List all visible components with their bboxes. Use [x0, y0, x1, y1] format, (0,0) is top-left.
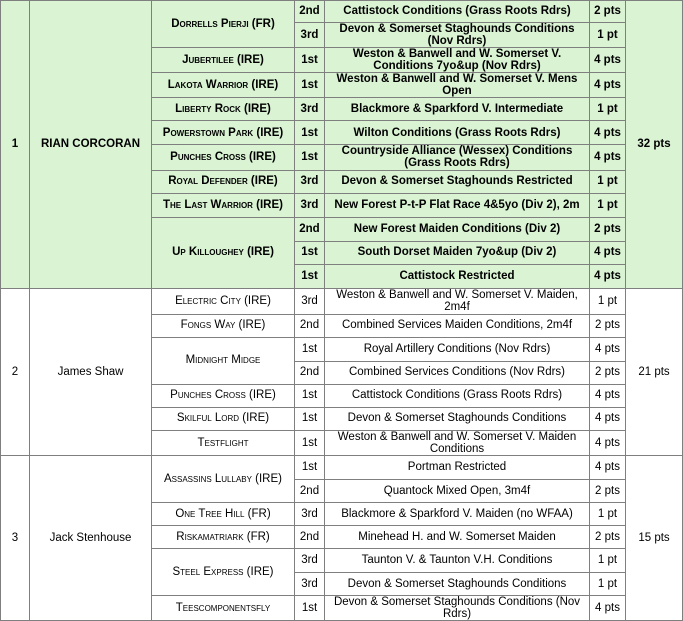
race-name: Devon & Somerset Staghounds Restricted: [325, 170, 590, 193]
horse-name: One Tree Hill (FR): [152, 502, 295, 525]
race-place: 3rd: [295, 548, 325, 572]
race-name: Devon & Somerset Staghounds Conditions (Nov Rdrs): [325, 23, 590, 48]
race-name: Blackmore & Sparkford V. Intermediate: [325, 98, 590, 121]
position-cell: 2: [1, 288, 30, 455]
race-name: Wilton Conditions (Grass Roots Rdrs): [325, 121, 590, 145]
race-points: 4 pts: [590, 48, 626, 73]
race-name: New Forest P-t-P Flat Race 4&5yo (Div 2), 2m: [325, 193, 590, 217]
race-points: 4 pts: [590, 145, 626, 170]
horse-name: Liberty Rock (IRE): [152, 98, 295, 121]
race-name: Quantock Mixed Open, 3m4f: [325, 479, 590, 502]
race-name: Taunton V. & Taunton V.H. Conditions: [325, 548, 590, 572]
horse-name: Teescomponentsfly: [152, 595, 295, 620]
race-place: 1st: [295, 241, 325, 264]
race-points: 2 pts: [590, 525, 626, 548]
total-points: 21 pts: [626, 288, 683, 455]
race-place: 2nd: [295, 217, 325, 241]
horse-name: Royal Defender (IRE): [152, 170, 295, 193]
horse-name: Electric City (IRE): [152, 288, 295, 314]
horse-name: Skilful Lord (IRE): [152, 407, 295, 430]
race-name: Countryside Alliance (Wessex) Conditions (Grass Roots Rdrs): [325, 145, 590, 170]
horse-name: Assassins Lullaby (IRE): [152, 455, 295, 502]
race-name: Weston & Banwell and W. Somerset V. Maiden Conditions: [325, 430, 590, 455]
race-place: 3rd: [295, 98, 325, 121]
race-place: 3rd: [295, 288, 325, 314]
race-name: Combined Services Conditions (Nov Rdrs): [325, 361, 590, 384]
race-place: 3rd: [295, 193, 325, 217]
race-place: 2nd: [295, 361, 325, 384]
race-points: 1 pt: [590, 572, 626, 595]
race-name: Cattistock Conditions (Grass Roots Rdrs): [325, 1, 590, 23]
horse-name: Punches Cross (IRE): [152, 384, 295, 407]
race-name: Weston & Banwell and W. Somerset V. Maiden, 2m4f: [325, 288, 590, 314]
race-place: 3rd: [295, 23, 325, 48]
horse-name: Punches Cross (IRE): [152, 145, 295, 170]
race-name: Weston & Banwell and W. Somerset V. Mens Open: [325, 73, 590, 98]
horse-name: Fongs Way (IRE): [152, 314, 295, 337]
race-points: 4 pts: [590, 407, 626, 430]
race-place: 2nd: [295, 1, 325, 23]
race-points: 2 pts: [590, 217, 626, 241]
race-place: 1st: [295, 48, 325, 73]
table-row: [1, 288, 683, 314]
race-place: 1st: [295, 145, 325, 170]
table-row: [1, 455, 683, 479]
race-place: 1st: [295, 595, 325, 620]
race-name: Portman Restricted: [325, 455, 590, 479]
race-points: 4 pts: [590, 121, 626, 145]
race-place: 1st: [295, 264, 325, 288]
race-place: 1st: [295, 455, 325, 479]
rider-name: James Shaw: [30, 288, 152, 455]
horse-name: Riskamatriark (FR): [152, 525, 295, 548]
race-points: 4 pts: [590, 337, 626, 361]
race-points: 4 pts: [590, 241, 626, 264]
race-place: 1st: [295, 384, 325, 407]
race-points: 2 pts: [590, 1, 626, 23]
race-name: Devon & Somerset Staghounds Conditions: [325, 572, 590, 595]
race-points: 4 pts: [590, 430, 626, 455]
race-points: 1 pt: [590, 548, 626, 572]
rider-name: RIAN CORCORAN: [30, 1, 152, 289]
race-place: 1st: [295, 430, 325, 455]
race-points: 4 pts: [590, 455, 626, 479]
race-points: 1 pt: [590, 288, 626, 314]
race-name: Royal Artillery Conditions (Nov Rdrs): [325, 337, 590, 361]
race-points: 2 pts: [590, 479, 626, 502]
race-points: 2 pts: [590, 314, 626, 337]
race-name: South Dorset Maiden 7yo&up (Div 2): [325, 241, 590, 264]
race-place: 2nd: [295, 314, 325, 337]
race-place: 3rd: [295, 170, 325, 193]
race-name: New Forest Maiden Conditions (Div 2): [325, 217, 590, 241]
race-points: 1 pt: [590, 193, 626, 217]
horse-name: Lakota Warrior (IRE): [152, 73, 295, 98]
race-points: 1 pt: [590, 23, 626, 48]
race-place: 2nd: [295, 479, 325, 502]
race-points: 4 pts: [590, 73, 626, 98]
rider-name: Jack Stenhouse: [30, 455, 152, 620]
horse-name: Powerstown Park (IRE): [152, 121, 295, 145]
race-name: Combined Services Maiden Conditions, 2m4f: [325, 314, 590, 337]
race-place: 3rd: [295, 572, 325, 595]
race-place: 1st: [295, 337, 325, 361]
race-name: Cattistock Conditions (Grass Roots Rdrs): [325, 384, 590, 407]
race-name: Minehead H. and W. Somerset Maiden: [325, 525, 590, 548]
position-cell: 1: [1, 1, 30, 289]
race-name: Devon & Somerset Staghounds Conditions (Nov Rdrs): [325, 595, 590, 620]
race-points: 4 pts: [590, 264, 626, 288]
horse-name: Midnight Midge: [152, 337, 295, 384]
horse-name: Dorrells Pierji (FR): [152, 1, 295, 48]
position-cell: 3: [1, 455, 30, 620]
race-place: 1st: [295, 407, 325, 430]
horse-name: Steel Express (IRE): [152, 548, 295, 595]
horse-name: Up Killoughey (IRE): [152, 217, 295, 288]
race-place: 3rd: [295, 502, 325, 525]
total-points: 15 pts: [626, 455, 683, 620]
race-place: 1st: [295, 121, 325, 145]
race-points: 1 pt: [590, 98, 626, 121]
horse-name: The Last Warrior (IRE): [152, 193, 295, 217]
race-points: 1 pt: [590, 170, 626, 193]
horse-name: Jubertilee (IRE): [152, 48, 295, 73]
race-name: Weston & Banwell and W. Somerset V. Conditions 7yo&up (Nov Rdrs): [325, 48, 590, 73]
race-name: Blackmore & Sparkford V. Maiden (no WFAA): [325, 502, 590, 525]
race-name: Cattistock Restricted: [325, 264, 590, 288]
race-points: 4 pts: [590, 595, 626, 620]
horse-name: Testflight: [152, 430, 295, 455]
race-points: 2 pts: [590, 361, 626, 384]
race-name: Devon & Somerset Staghounds Conditions: [325, 407, 590, 430]
race-points: 1 pt: [590, 502, 626, 525]
race-place: 1st: [295, 73, 325, 98]
race-points: 4 pts: [590, 384, 626, 407]
race-place: 2nd: [295, 525, 325, 548]
table-row: [1, 1, 683, 23]
total-points: 32 pts: [626, 1, 683, 289]
